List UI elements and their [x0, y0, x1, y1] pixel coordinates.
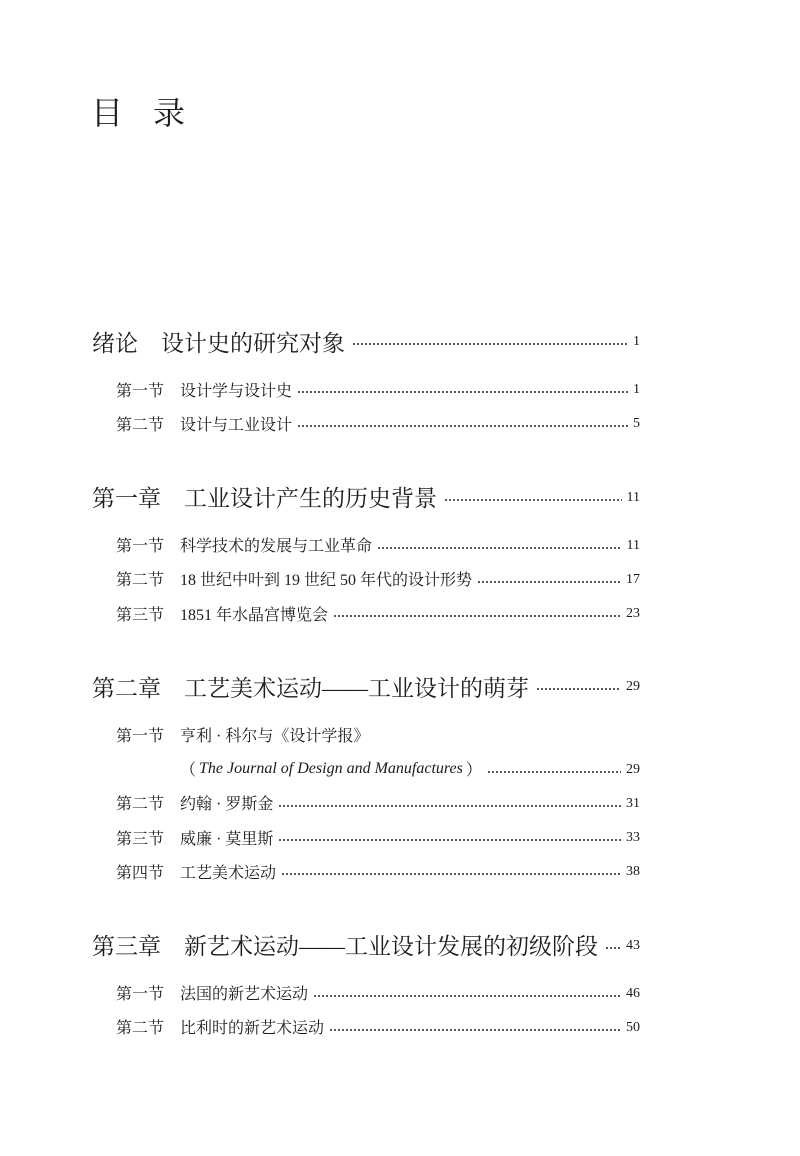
toc-chapter — [92, 925, 640, 1045]
page-number: 31 — [626, 795, 640, 811]
page-number: 23 — [626, 606, 640, 622]
section-entry — [92, 596, 640, 630]
chapter-entry — [92, 666, 640, 706]
section-title: 约翰 · 罗斯金 — [180, 796, 274, 814]
section-entry — [92, 528, 640, 562]
section-label: 第一节 — [116, 986, 165, 1004]
page-number: 50 — [626, 1019, 640, 1035]
section-subtitle-entry — [92, 752, 640, 786]
section-entry — [92, 854, 640, 888]
page-number: 43 — [626, 937, 640, 953]
section-list — [92, 717, 640, 888]
section-title: 比利时的新艺术运动 — [180, 1020, 325, 1038]
section-label: 第一节 — [116, 727, 165, 745]
section-label: 第二节 — [116, 416, 165, 434]
page-number: 11 — [626, 537, 640, 553]
subtitle-close-paren: ） — [465, 762, 482, 780]
page-number: 29 — [626, 761, 640, 777]
toc-chapter — [92, 321, 640, 441]
section-title: 工艺美术运动 — [180, 864, 277, 882]
section-entry — [92, 820, 640, 854]
section-label: 第三节 — [116, 606, 165, 624]
page-number: 38 — [626, 864, 640, 880]
chapter-title: 工业设计产生的历史背景 — [184, 486, 437, 511]
page-number: 1 — [633, 334, 640, 349]
section-label: 第二节 — [116, 796, 165, 814]
chapter-title: 新艺术运动——工业设计发展的初级阶段 — [184, 934, 598, 959]
page-number: 5 — [633, 416, 640, 432]
section-list — [92, 976, 640, 1045]
section-title: 威廉 · 莫里斯 — [180, 830, 274, 848]
section-title: 法国的新艺术运动 — [180, 986, 309, 1004]
section-label: 第二节 — [116, 572, 165, 590]
section-title: 设计与工业设计 — [180, 416, 293, 434]
dot-leader — [377, 528, 621, 562]
dot-leader — [297, 372, 628, 406]
chapter-title: 工艺美术运动——工业设计的萌芽 — [184, 675, 529, 701]
toc-chapter — [92, 477, 640, 631]
chapter-entry — [92, 925, 640, 965]
section-entry — [92, 976, 640, 1010]
section-title: 设计学与设计史 — [180, 382, 293, 400]
page-number: 46 — [626, 985, 640, 1001]
chapter-label: 绪论 — [92, 330, 138, 356]
dot-leader — [278, 786, 621, 820]
section-title: 科学技术的发展与工业革命 — [180, 538, 373, 556]
page-title: 目 录 — [91, 95, 185, 131]
chapter-label: 第二章 — [92, 675, 161, 701]
page-number: 33 — [626, 830, 640, 846]
chapter-title: 设计史的研究对象 — [161, 330, 345, 356]
chapter-entry — [92, 321, 640, 361]
section-label: 第一节 — [116, 538, 165, 556]
dot-leader — [297, 406, 628, 440]
toc-chapter — [92, 666, 640, 888]
dot-leader — [536, 666, 621, 706]
dot-leader — [329, 1010, 621, 1044]
section-entry — [92, 717, 640, 751]
table-of-contents — [92, 321, 640, 1044]
section-entry — [92, 406, 640, 440]
section-list — [92, 528, 640, 631]
section-entry — [92, 562, 640, 596]
chapter-label: 第三章 — [92, 934, 161, 959]
page-number: 29 — [626, 679, 640, 695]
dot-leader — [605, 925, 621, 965]
page-number: 17 — [626, 571, 640, 587]
section-label: 第一节 — [116, 382, 165, 400]
section-label: 第二节 — [116, 1020, 165, 1038]
dot-leader — [444, 477, 622, 517]
section-title: 18 世纪中叶到 19 世纪 50 年代的设计形势 — [180, 572, 473, 590]
section-label: 第四节 — [116, 864, 165, 882]
section-entry — [92, 372, 640, 406]
dot-leader — [477, 562, 621, 596]
dot-leader — [281, 854, 621, 888]
subtitle-english: The Journal of Design and Manufactures — [199, 759, 463, 777]
dot-leader — [487, 752, 621, 786]
dot-leader — [313, 976, 621, 1010]
section-entry — [92, 1010, 640, 1044]
section-title: 亨利 · 科尔与《设计学报》 — [180, 727, 370, 745]
section-title: 1851 年水晶宫博览会 — [180, 606, 329, 624]
dot-leader — [333, 596, 621, 630]
page-number: 11 — [626, 489, 640, 505]
section-entry — [92, 786, 640, 820]
dot-leader — [352, 321, 628, 361]
section-label: 第三节 — [116, 830, 165, 848]
chapter-entry — [92, 477, 640, 517]
chapter-label: 第一章 — [92, 486, 161, 511]
dot-leader — [278, 820, 621, 854]
section-list — [92, 372, 640, 441]
subtitle-open-paren: （ — [180, 762, 197, 780]
page-number: 1 — [633, 382, 640, 398]
